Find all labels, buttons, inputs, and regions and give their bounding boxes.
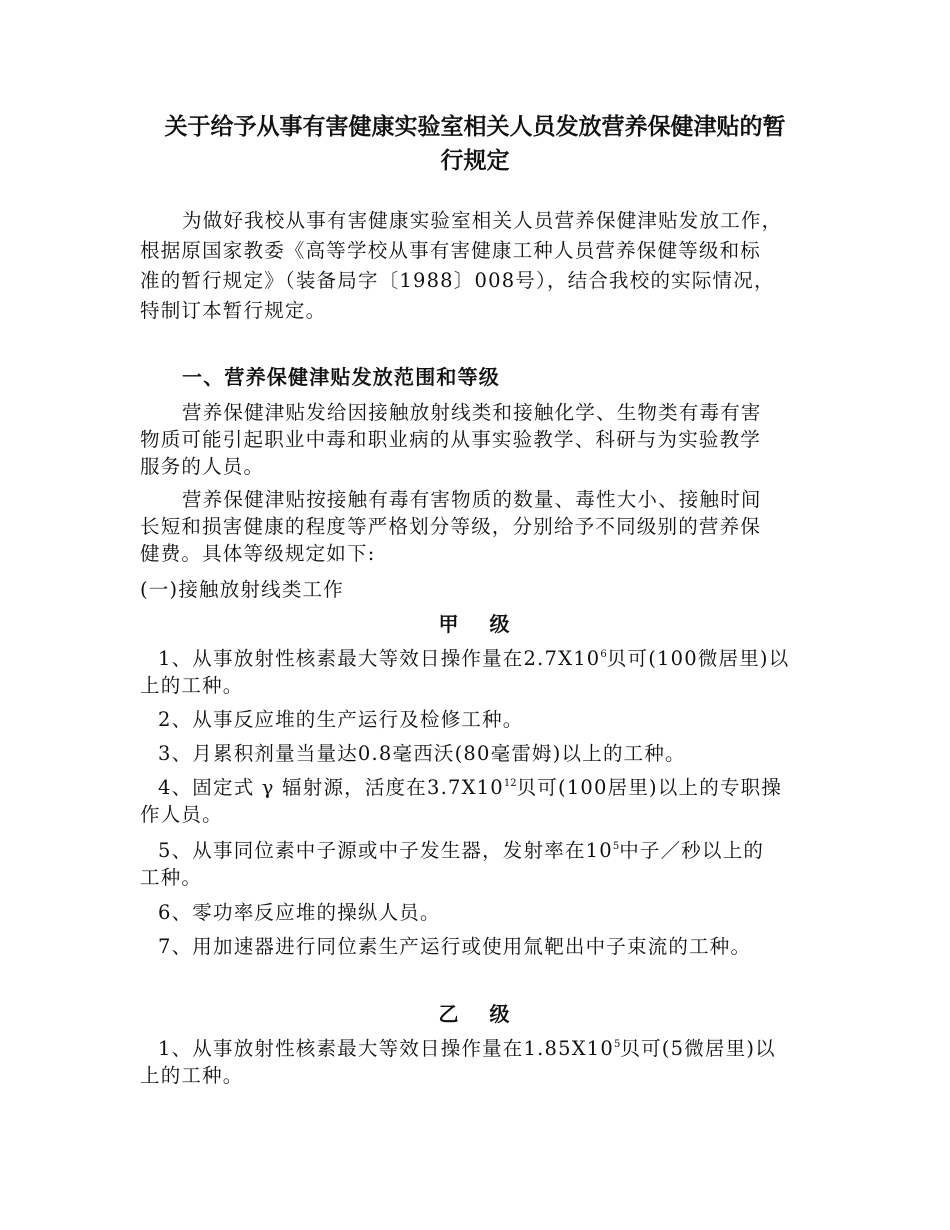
- grade-a-item6: 6、零功率反应堆的操纵人员。: [158, 901, 441, 924]
- grade-b-item1: [140, 1036, 820, 1062]
- grade-a-item3: 3、月累积剂量当量达0.8毫西沃(80毫雷姆)以上的工种。: [158, 742, 686, 765]
- section1-para2-line3: 健费。具体等级规定如下:: [140, 542, 376, 565]
- grade-b-item1-text: 1、从事放射性核素最大等效日操作量在1.85X10: [158, 1037, 615, 1060]
- grade-a-item5-text-rest: 中子／秒以上的: [619, 839, 765, 862]
- grade-a-item5: [140, 838, 820, 864]
- grade-b-heading: 乙 级: [438, 1002, 522, 1026]
- intro-line-4: 特制订本暂行规定。: [140, 299, 327, 322]
- document-title-line2: 行规定: [440, 147, 510, 174]
- section1-para1-line3: 服务的人员。: [140, 455, 265, 478]
- grade-a-item5-continuation: 工种。: [140, 866, 203, 889]
- grade-a-item1-continuation: 上的工种。: [140, 674, 244, 697]
- grade-a-item5-exponent: 5: [612, 841, 620, 852]
- grade-b-item1-text-rest: 贝可(5微居里)以: [620, 1037, 776, 1060]
- grade-a-item2: 2、从事反应堆的生产运行及检修工种。: [158, 708, 524, 731]
- grade-a-item7: 7、用加速器进行同位素生产运行或使用氚靶出中子束流的工种。: [158, 935, 752, 958]
- grade-a-item1: [140, 646, 820, 672]
- grade-a-heading: 甲 级: [438, 612, 522, 636]
- intro-line-3: 准的暂行规定》（装备局字〔1988〕008号），结合我校的实际情况，: [140, 269, 775, 292]
- intro-line-2: 根据原国家教委《高等学校从事有害健康工种人员营养保健等级和标: [140, 239, 762, 262]
- grade-b-item1-continuation: 上的工种。: [140, 1064, 244, 1087]
- section1-para2-line2: 长短和损害健康的程度等严格划分等级，分别给予不同级别的营养保: [140, 515, 762, 538]
- section1-para2-line1: 营养保健津贴按接触有毒有害物质的数量、毒性大小、接触时间: [182, 488, 762, 511]
- grade-a-item4-exponent: 12: [503, 778, 517, 789]
- grade-a-item4-text: 4、固定式 γ 辐射源，活度在3.7X10: [158, 776, 504, 799]
- subsection-heading: (一)接触放射线类工作: [140, 578, 344, 601]
- grade-a-item1-text-rest: 贝可(100微居里)以: [606, 647, 790, 670]
- section1-para1-line1: 营养保健津贴发给因接触放射线类和接触化学、生物类有毒有害: [182, 401, 762, 424]
- grade-a-item4-text-rest: 贝可(100居里)以上的专职操: [516, 776, 783, 799]
- grade-a-item5-text: 5、从事同位素中子源或中子发生器，发射率在10: [158, 839, 613, 862]
- grade-a-item1-text: 1、从事放射性核素最大等效日操作量在2.7X10: [158, 647, 601, 670]
- grade-a-item4-continuation: 作人员。: [140, 803, 223, 826]
- section1-para1-line2: 物质可能引起职业中毒和职业病的从事实验教学、科研与为实验教学: [140, 428, 762, 451]
- section1-heading: 一、营养保健津贴发放范围和等级: [182, 365, 500, 389]
- document-title-line1: 关于给予从事有害健康实验室相关人员发放营养保健津贴的暂: [164, 113, 786, 140]
- grade-a-item4: [140, 775, 820, 801]
- intro-line-1: 为做好我校从事有害健康实验室相关人员营养保健津贴发放工作，: [182, 209, 783, 232]
- grade-a-item1-exponent: 6: [600, 649, 607, 660]
- grade-b-item1-exponent: 5: [614, 1039, 621, 1050]
